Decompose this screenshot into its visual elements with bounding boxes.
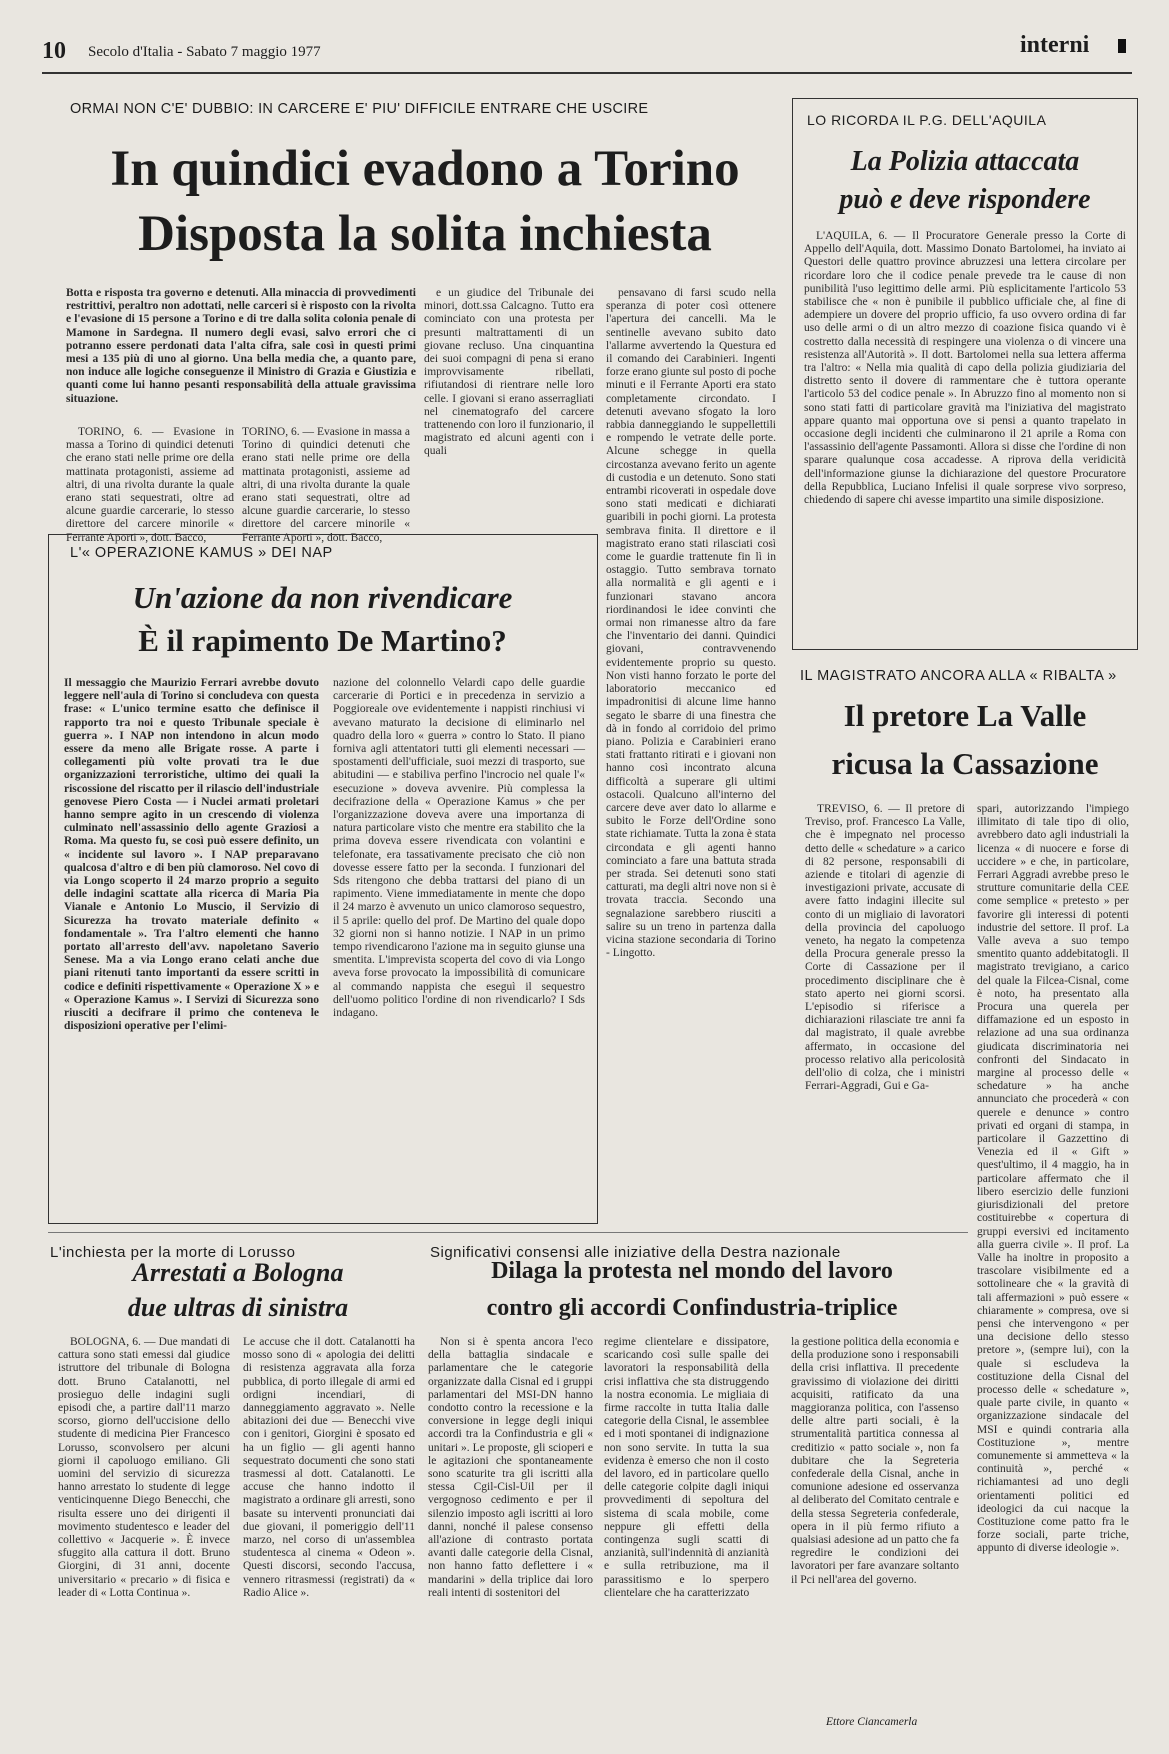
lavoro-column-1 — [428, 1336, 593, 1731]
lavoro-headline-1: Dilaga la protesta nel mondo del lavoro — [491, 1258, 893, 1284]
lead-col2-text: TORINO, 6. — Evasione in massa a Torino di quindici detenuti che erano stati nelle prime ore della mattinata protagonisti, assieme ad altri, di una rivolta durante la quale erano stati sequestrati, oltre ad alcune guardie carcerarie, lo stesso direttore del carcere minorile « Ferrante Aporti », dott. Bacco, — [242, 426, 410, 544]
aquila-headline-2: può e deve rispondere — [839, 184, 1091, 215]
bologna-headline-1: Arrestati a Bologna — [132, 1258, 344, 1287]
lavoro-col2-text: regime clientelare e dissipatore, scaricando così sulle spalle dei lavoratori la responsabilità della crisi inflattiva che sta distruggendo la nostra economia. Le migliaia di firme raccolte in tutta Italia dalle categorie della Cisnal, le assemblee ed i moti spontanei di indignazione non sono servite. In tutta la sua evidenza è emerso che non il costo del lavoro, ed in particolare quello delle categorie colpite dagli iniqui provvedimenti di sepoltura del sistema di scala mobile, come neppure gli effetti della contingenza sugli scatti di anzianità, sull'indennità di anzianità e sulla retribuzione, ma il parassitismo e lo sperpero clientelare che ha caratterizzato — [604, 1336, 769, 1599]
lavoro-headline-2: contro gli accordi Confindustria-triplice — [486, 1295, 898, 1321]
section-marker — [1118, 39, 1126, 53]
pretore-headline-2: ricusa la Cassazione — [831, 746, 1099, 781]
pretore-col1-text: TREVISO, 6. — Il pretore di Treviso, prof. Francesco La Valle, che è impegnato nel processo detto delle « schedature » a carico di 82 persone, responsabili di aziende e titolari di agenzie di investigazioni private, accusate di avere fatto indagini illecite sul conto di un migliaio di lavoratori della provincia del capoluogo veneto, ha negato la competenza della Procura generale presso la Corte di Cassazione per il procedimento disciplinare che è stato aperto nei giorni scorsi. L'episodio si riferisce a dichiarazioni rilasciate tre anni fa dal magistrato, il quale avrebbe affermato, in occasione del processo relativo alla pericolosità dell'olio di colza, che i ministri Ferrari-Aggradi, Gui e Ga- — [805, 803, 965, 1093]
nap-col2-text: nazione del colonnello Velardi capo delle guardie carcerarie di Portici e in precedenza in servizio a Poggioreale ove evidentemente i nappisti rinchiusi vi avevano maturato la decisione di eliminarlo nel quadro della loro « guerra » contro lo Stato. Il piano forniva agli attentatori tutti gli elementi necessari — spostamenti dell'ufficiale, suoi mezzi di trasporto, sue abitudini — e stabiliva perfino l'incrocio nel quale l'« esecuzione » doveva avvenire. Più complessa la decifrazione della « Operazione Kamus » che per l'organizzazione doveva avere una importanza di natura particolare visto che mentre era stabilito che la prima doveva essere rivendicata con volantini e telefonate, era tassativamente precisato che ciò non dovesse essere fatto per la seconda. I funzionari del Sds ritengono che debba trattarsi del piano di un rapimento. Viene immediatamente in mente che dopo il 24 marzo è avvenuto un unico clamoroso sequestro, il 5 aprile: quello del prof. De Martino del quale dopo 32 giorni non si hanno notizie. I NAP in un primo tempo rivendicarono l'azione ma in seguito giunse una smentita. L'imprevista scoperta del covo di via Longo aveva forse provocato la impossibilità di comunicare al commando nappista che eseguì il sequestro dell'uomo politico l'ordine di non rivendicarlo? I Sds indagano. — [333, 677, 585, 1020]
lead-column-2 — [242, 426, 410, 544]
lavoro-column-3 — [791, 1336, 959, 1706]
pretore-col2-text: spari, autorizzando l'impiego illimitato di tale tipo di olio, avrebbero dato agli industriali la licenza « di nuocere e forse di uccidere » e che, in particolare, Ferrari Aggradi avrebbe preso le strutture comunitarie della CEE come semplice « pretesto » per favorire gli interessi di potenti industrie del settore. Il prof. La Valle aveva a suo tempo smentito quanto addebitatogli. Il magistrato trevigiano, a carico del quale la Filcea-Cisnal, come è noto, ha presentato alla Procura una querela per diffamazione ed un esposto in relazione ad una sua ordinanza giudicata discriminatoria nei confronti del Sindacato in margine al processo delle « schedature » ha anche annunciato che procederà « con querele e denunce » contro privati ed organi di stampa, in particolare il Gazzettino di Venezia ed il « Gift » quest'ultimo, il 4 maggio, ha in particolare affermato che il libero esercizio delle funzioni giurisdizionali del pretore costituirebbe « copertura di gruppi eversivi ed incitamento alla guerra civile ». Il prof. La Valle ha inoltre in proposito a trascolare visibilmente ed a sottolineare che « la gravità di tali affermazioni » può essere « chiaramente » compresa, ove si pensi che intervengono « per una decisione dello stesso pretore », (sempre lui), con la quale si escludeva la costituzione della Cisnal del processo delle « schedature », quale parte civile, in quanto « organizzazione sindacale del MSI e quindi contraria alla Costituzione », mentre comunemente si ammetteva « la continuità », perché « richiamantesi ad uno degli orientamenti politici ed ideologici da cui nacque la Costituzione come patto fra le forze sociali, parte triche, appunto di diverse ideologie ». — [977, 803, 1129, 1555]
lead-headline-2: Disposta la solita inchiesta — [138, 206, 712, 262]
nap-headline-2: È il rapimento De Martino? — [138, 623, 507, 658]
lead-column-1 — [66, 426, 234, 544]
page-number: 10 — [42, 38, 66, 64]
lavoro-byline: Ettore Ciancamerla — [826, 1716, 918, 1728]
bologna-column-1 — [58, 1336, 230, 1731]
aquila-kicker: LO RICORDA IL P.G. DELL'AQUILA — [807, 112, 1047, 128]
lead-col1-text: TORINO, 6. — Evasione in massa a Torino di quindici detenuti che erano stati nelle prime ore della mattinata protagonisti, assieme ad altri, di una rivolta durante la quale erano stati sequestrati, oltre ad alcune guardie carcerarie, lo stesso direttore del carcere minorile « Ferrante Aporti », dott. Bacco, — [66, 426, 234, 544]
lead-kicker: ORMAI NON C'E' DUBBIO: IN CARCERE E' PIU' DIFFICILE ENTRARE CHE USCIRE — [70, 101, 649, 117]
lead-intro-text: Botta e risposta tra governo e detenuti. Alla minaccia di provvedimenti restrittivi, peraltro non adottati, nelle carceri si è risposto con la rivolta e l'evasione di 15 persone a Torino e di tre dalla solita colonia penale di Mamone in Sardegna. Il numero degli evasi, salvo errori che ci potranno essere perdonati data l'alta cifra, sale così in questi primi mesi a 135 più di uno al giorno. Una bella media che, a quanto pare, non induce alle logiche conseguenze il Ministro di Grazia e Giustizia e quanti come lui hanno pesanti responsabilità della attuale gravissima situazione. — [66, 287, 416, 405]
aquila-body — [804, 230, 1126, 635]
lavoro-kicker: Significativi consensi alle iniziative della Destra nazionale — [430, 1244, 841, 1261]
aquila-body-text: L'AQUILA, 6. — Il Procuratore Generale presso la Corte di Appello dell'Aquila, dott. Massimo Donato Bartolomei, ha inviato ai Questori delle quattro province abruzzesi una lettera circolare per ricordare loro che il codice penale prevede tra le cause di non punibilità l'uso legittimo delle armi. Più esplicitamente l'articolo 53 stabilisce che « non è punibile il pubblico ufficiale che, al fine di adempiere un dovere del proprio ufficio, fa uso ovvero ordina di far uso delle armi o di un altro mezzo di coazione fisica quando vi è costretto dalla necessità di respingere una violenza o di vincere una resistenza all'Autorità ». Il dott. Bartolomei nella sua lettera afferma tra l'altro: « Nella mia qualità di capo della polizia giudiziaria del distretto sento il dovere di rammentare che è tuttora operante l'articolo 53 del codice penale ». In Abruzzo fino al momento non si sono stati fatti di particolare gravità ma l'iniziativa del magistrato appare quanto mai opportuna ove si pensi a quanto trapelato in occasione degli incidenti che culminarono il 21 aprile a Roma con l'assassinio dell'agente Passamonti. Allora si disse che l'ordine di non sparare qualunque cosa accadesse. A riprova della veridicità dell'informazione giunse la dichiarazione del questore Procuratore della Repubblica, Luciano Infelisi il quale sorprese vivo sorpreso, chiedendo di sapere chi avesse impartito una simile disposizione. — [804, 230, 1126, 507]
nap-kicker: L'« OPERAZIONE KAMUS » DEI NAP — [70, 545, 333, 561]
lead-headline-1: In quindici evadono a Torino — [110, 141, 740, 197]
nap-col1-text: Il messaggio che Maurizio Ferrari avrebbe dovuto leggere nell'aula di Torino si concludeva con questa frase: « L'unico termine esatto che definisce il rapporto tra noi e questo Tribunale speciale è guerra ». I NAP non intendono in alcun modo essere da meno alle Brigate rosse. A parte i collegamenti più volte provati tra le due organizzazioni terroristiche, ultimo dei quali la riscossione del riscatto per il rilascio dell'industriale genovese Piero Costa — i Nuclei armati proletari hanno sempre agito in un crescendo di violenza culminato nell'assassinio dello agente Graziosi a Roma. Ma questo fu, se così può essere definito, un « incidente sul lavoro ». I NAP preparavano qualcosa d'altro e di ben più clamoroso. Nel covo di via Longo scoperto il 24 marzo proprio a seguito delle indagini scattate alla ricerca di Maria Pia Vianale e Antonio Lo Muscio, il Servizio di Sicurezza ha trovato materiale definito « fondamentale ». Tra l'altro elementi che hanno portato all'arresto dell'avv. napoletano Saverio Senese. Ma a via Longo erano celati anche due piani ritenuti tanto importanti da essere scritti in codice e definiti rispettivamente « Operazione X » e « Operazione Kamus ». I Servizi di Sicurezza sono riusciti a decifrare il primo che conteneva le disposizioni operative per l'elimi- — [64, 677, 319, 1033]
bologna-headline-2: due ultras di sinistra — [127, 1293, 349, 1322]
nap-headline-1: Un'azione da non rivendicare — [132, 580, 513, 615]
pretore-headline-1: Il pretore La Valle — [843, 698, 1087, 733]
aquila-headline-1: La Polizia attaccata — [850, 146, 1080, 177]
lead-column-4 — [606, 287, 776, 1205]
lead-col3-text: e un giudice del Tribunale dei minori, dott.ssa Calcagno. Tutto era cominciato con una protesta per presunti maltrattamenti di un giovane recluso. Una cinquantina dei suoi compagni di pena si erano improvvisamente ribellati, rifiutandosi di rientrare nelle loro celle. I giovani si erano asserragliati nel cinematografo del carcere trattenendo con loro il funzionario, il magistrato ed alcuni agenti con i quali — [424, 287, 594, 458]
pretore-column-1 — [805, 803, 965, 1206]
lead-intro — [66, 287, 416, 419]
lead-col4-text: pensavano di farsi scudo nella speranza di poter così ottenere l'apertura dei cancelli. Ma le sentinelle avevano subito dato l'allarme avvertendo la Questura ed il comando dei Carabinieri. Ingenti forze erano giunte sul posto di poche minuti e il Ferrante Aporti era stato completamente circondato. I detenuti avevano sfogato la loro rabbia danneggiando le suppellettili e rompendo le vetrate delle porte. Alcune schegge in quella circostanza avevano ferito un agente di custodia e un detenuto. Sono stati entrambi ricoverati in ospedale dove sono stati medicati e dichiarati guaribili in pochi giorni. La protesta sembrava finita. Il direttore e il magistrato erano stati rilasciati così come le guardie trattenute fin lì in ostaggio. Tutto sembrava tornato alla normalità e gli agenti e i funzionari stavano ancora riordinandosi le idee convinti che ormai non rimanesse altro da fare che l'inventario dei danni. Quindici giovani, contravvenendo evidentemente proprio su questo. Non visti hanno forzato le porte del laboratorio meccanico ed impadronitisi di alcune lime hanno segato le sbarre di una finestra che dà in fondo al corridoio del primo piano. Polizia e Carabinieri erano stati frattanto ritirati e i giovani non hanno così incontrato alcuna difficoltà a superare gli ultimi ostacoli. Qualcuno all'interno del carcere deve aver dato lo allarme e subito le Forze dell'Ordine sono state richiamate. Tutta la zona è stata circondata e gli agenti hanno cominciato a fare una battuta strada per strada. Sei detenuti sono stati catturati, ma degli altri nove non si è trovata traccia. Secondo una segnalazione sarebbero riusciti a salire su un treno in partenza dalla vicina stazione secondaria di Torino - Lingotto. — [606, 287, 776, 960]
nap-column-2 — [333, 677, 585, 1212]
lavoro-col1-text: Non si è spenta ancora l'eco della battaglia sindacale e parlamentare che le categorie organizzate dalla Cisnal ed i gruppi parlamentari del MSI-DN hanno condotto contro la recessione e la conversione in legge degli iniqui accordi tra la Confindustria e gli « unitari ». Le proposte, gli scioperi e le agitazioni che spontaneamente sono scaturite tra gli iscritti alla stessa Cgil-Cisl-Uil per il vergognoso cedimento e per il silenzio imposto agli iscritti ai loro danni, nonché il palese consenso all'azione di contrasto portata avanti dalle categorie della Cisnal, non hanno fatto deflettere i « mandarini » della triplice dai loro reali intenti di sostenitori del — [428, 1336, 593, 1599]
lead-column-3 — [424, 287, 594, 510]
date-line: Secolo d'Italia - Sabato 7 maggio 1977 — [88, 44, 321, 60]
bottom-section-rule — [48, 1232, 968, 1233]
bologna-column-2 — [243, 1336, 415, 1731]
bologna-col1-text: BOLOGNA, 6. — Due mandati di cattura sono stati emessi dal giudice istruttore del tribunale di Bologna dott. Bruno Catalanotti, nel prosieguo delle indagini sugli episodi che, a partire dall'11 marzo scorso, giorno dell'uccisione dello studente di medicina Pier Francesco Lorusso, sconvolsero per alcuni giorni il capoluogo emiliano. Gli uomini del servizio di sicurezza hanno arrestato lo studente di legge venticinquenne Diego Benecchi, che risulta essere uno dei dirigenti il movimento studentesco e leader del collettivo « Jacquerie ». È invece sfuggito alla cattura il dott. Bruno Giorgini, di 31 anni, docente universitario « precario » di fisica e leader di « Lotta Continua ». — [58, 1336, 230, 1599]
section-label: interni — [1020, 32, 1090, 58]
bologna-kicker: L'inchiesta per la morte di Lorusso — [50, 1244, 296, 1261]
lavoro-column-2 — [604, 1336, 769, 1731]
lavoro-col3-text: la gestione politica della economia e della produzione sono i responsabili della crisi inflattiva. Il precedente gravissimo di violazione dei diritti acquisiti, ratificato da una maggioranza politica, con l'assenso delle altre parti sociali, è la strumentalità partitica connessa al creditizio « patto sociale », non fa dubitare che la Segreteria confederale della Cisnal, anche in comunione adesione ed osservanza al deliberato del Comitato centrale e della stessa Segreteria confederale, opera in il più fermo rifiuto a qualsiasi adesione ad un patto che fa regredire le condizioni dei lavoratori per fare avanzare soltanto il Pci nell'area del governo. — [791, 1336, 959, 1586]
bologna-col2-text: Le accuse che il dott. Catalanotti ha mosso sono di « apologia dei delitti di resistenza aggravata alla forza pubblica, di porto illegale di armi ed ordigni incendiari, di danneggiamento aggravato ». Nelle abitazioni dei due — Benecchi vive con i genitori, Giorgini è sposato ed ha un figlio — gli agenti hanno sequestrato documenti che sono stati trasmessi al dott. Catalanotti. Le accuse che hanno indotto il magistrato a ordinare gli arresti, sono basate su interventi pronunciati dai due giovani, il pomeriggio dell'11 marzo, nel corso di un'assemblea studentesca al cinema « Odeon ». Questi discorsi, secondo l'accusa, vennero ritrasmessi (registrati) da « Radio Alice ». — [243, 1336, 415, 1599]
pretore-kicker: IL MAGISTRATO ANCORA ALLA « RIBALTA » — [800, 668, 1117, 684]
masthead-rule — [42, 72, 1132, 74]
nap-column-1 — [64, 677, 319, 1212]
pretore-column-2 — [977, 803, 1129, 1725]
